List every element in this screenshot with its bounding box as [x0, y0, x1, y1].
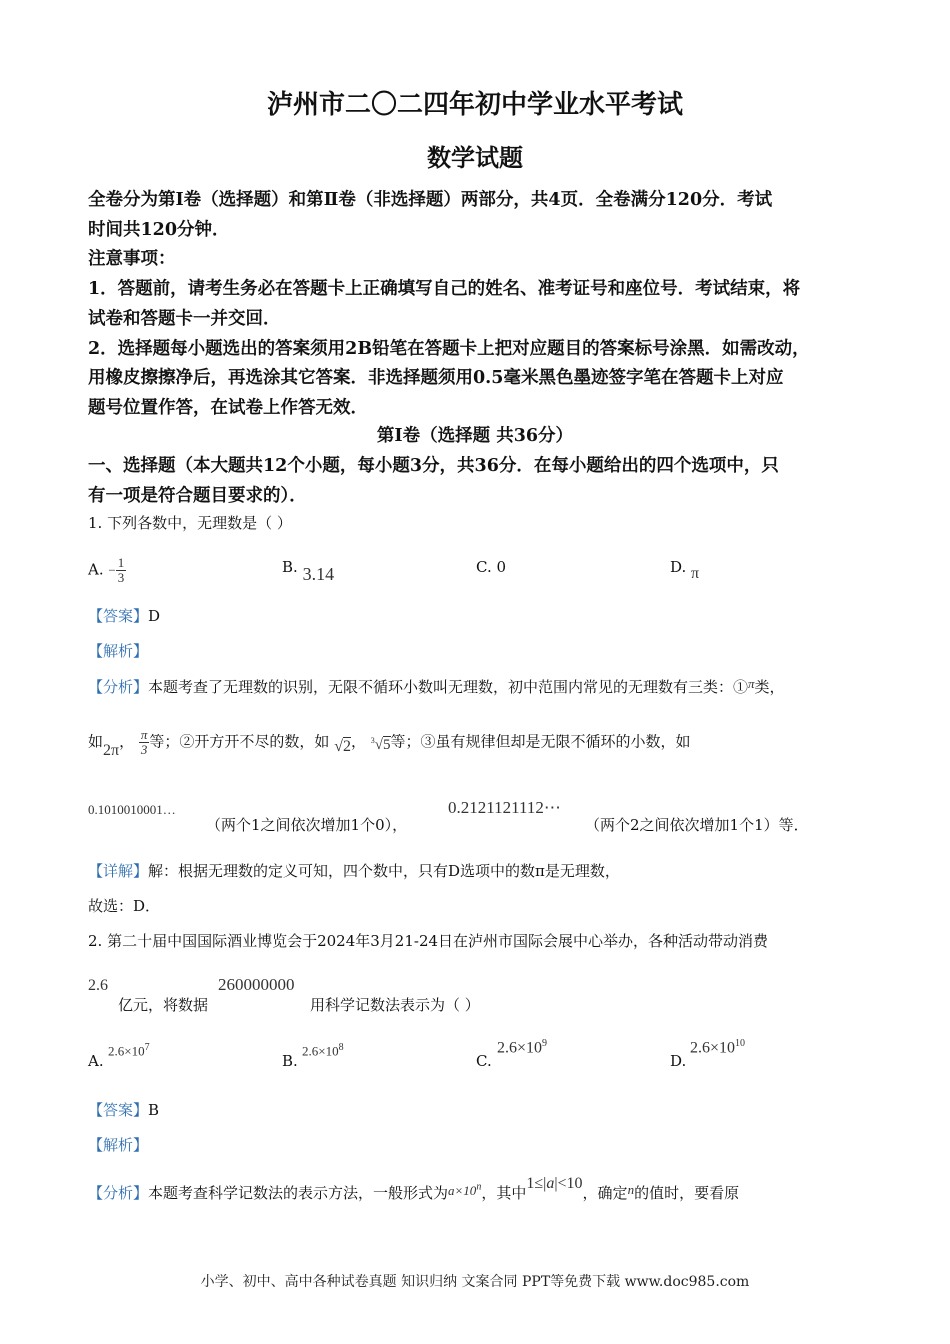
analysis-text: 类， [754, 678, 785, 696]
sqrt-expression: √2 [334, 737, 351, 755]
range-abs-value: a [546, 1175, 555, 1192]
detail-text: 解：根据无理数的定义可知，四个数中，只有D选项中的数π是无理数， [148, 862, 620, 880]
minus-sign: − [108, 562, 116, 578]
option-d [670, 558, 700, 582]
answer-value: D [148, 607, 161, 625]
power-exponent: 10 [735, 1038, 746, 1049]
conclusion: 故选：D． [88, 897, 161, 915]
option-value: π [691, 565, 700, 582]
analysis-text: 本题考查科学记数法的表示方法，一般形式为 [148, 1184, 449, 1202]
option-a: A. [88, 1052, 104, 1070]
power-base: 2.6×10 [108, 1043, 145, 1059]
option-label: D. [670, 558, 687, 576]
decimal-note: （两个2之间依次增加1个1）等． [585, 816, 809, 834]
fraction-numerator: 1 [117, 555, 125, 570]
cube-root-expression: $^3$√5 [370, 735, 391, 753]
option-label: B. [282, 558, 298, 576]
range-expression: 1≤|a|<10 [526, 1175, 583, 1192]
decimal-note: （两个1之间依次增加1个0）， [206, 816, 408, 834]
analysis-text: 的值时，要看原 [634, 1184, 740, 1202]
question-stem: 2. 第二十届中国国际酒业博览会于2024年3月21-24日在泸州市国际会展中心举办，各种活动带动消费 [88, 932, 769, 950]
range-part: <10 [557, 1175, 583, 1192]
math-value: 260000000 [218, 975, 295, 994]
analysis-text: 等；②开方开不尽的数，如 [149, 732, 330, 751]
detail-line [88, 860, 620, 881]
fenxi-tag: 【分析】 [88, 1184, 149, 1202]
power-exponent: 7 [144, 1042, 150, 1053]
analysis-text: 等；③虽有规律但却是无限不循环的小数，如 [390, 732, 691, 751]
fenxi-tag: 【分析】 [88, 678, 149, 696]
xiangjie-tag: 【详解】 [88, 862, 149, 880]
two-pi: 2π [103, 741, 120, 759]
analysis-text: ，确定 [582, 1184, 628, 1202]
answer-tag: 【答案】 [88, 607, 149, 625]
note-line: 2．选择题每小题选出的答案须用2B铅笔在答题卡上把对应题目的答案标号涂黑．如需改动， [88, 339, 810, 359]
note-line: 1．答题前，请考生务必在答题卡上正确填写自己的姓名、准考证号和座位号．考试结束，将 [88, 279, 801, 299]
power-exponent: 9 [542, 1038, 548, 1049]
analysis-text: 如 [88, 732, 104, 751]
root-index: 3 [370, 735, 375, 745]
fraction [116, 556, 127, 585]
fraction-denominator: 3 [117, 570, 125, 585]
fraction-numerator: π [140, 727, 148, 742]
answer-value: B [148, 1101, 160, 1119]
n-symbol: n [627, 1182, 635, 1197]
answer-row [88, 605, 160, 626]
decimal-example: 0.2121121112⋯ [448, 798, 561, 817]
range-part: 1≤ [526, 1175, 544, 1192]
math-value: 2.6 [88, 977, 108, 994]
sci-form [448, 1183, 481, 1198]
radicand: 5 [383, 736, 391, 753]
stem-text: 用科学记数法表示为（ ） [310, 996, 480, 1014]
part-heading: 第Ⅰ卷（选择题 共36分） [376, 426, 574, 446]
decimal-example: 0.1010010001… [88, 802, 176, 817]
answer-tag: 【答案】 [88, 1101, 149, 1119]
radicand: 2 [342, 737, 351, 755]
power-exponent: 8 [338, 1042, 344, 1053]
section-heading: 有一项是符合题目要求的）． [88, 486, 307, 506]
option-b [282, 558, 335, 584]
analysis-tag: 【解析】 [88, 1136, 149, 1154]
note-line: 用橡皮擦擦净后，再选涂其它答案．非选择题须用0.5毫米黑色墨迹签字笔在答题卡上对应 [88, 368, 784, 388]
analysis-line [88, 1175, 740, 1203]
option-value [108, 1042, 150, 1059]
fraction-denominator: 3 [140, 742, 148, 757]
analysis-text: ， [350, 732, 366, 751]
fraction [139, 728, 150, 757]
option-c: C. 0 [476, 558, 507, 576]
analysis-line [88, 728, 691, 757]
option-c: C. [476, 1052, 492, 1070]
notes-heading: 注意事项： [88, 249, 176, 269]
option-b: B. [282, 1052, 298, 1070]
page-subtitle: 数学试题 [427, 143, 523, 172]
stem-text: 亿元，将数据 [118, 996, 209, 1014]
option-label: A. [88, 560, 104, 579]
note-line: 试卷和答题卡一并交回． [88, 309, 281, 329]
option-value [302, 1042, 344, 1059]
analysis-tag: 【解析】 [88, 642, 149, 660]
option-value: 3.14 [302, 564, 335, 584]
intro-line: 时间共120分钟． [88, 220, 230, 240]
sci-form-base: a×10 [448, 1183, 477, 1198]
page-footer: 小学、初中、高中各种试卷真题 知识归纳 文案合同 PPT等免费下载 www.doc985.com [200, 1274, 750, 1290]
option-value [497, 1038, 547, 1057]
option-value [690, 1038, 745, 1057]
intro-line: 全卷分为第Ⅰ卷（选择题）和第Ⅱ卷（非选择题）两部分，共4页．全卷满分120分．考试 [88, 190, 773, 210]
analysis-text: 本题考查了无理数的识别，无限不循环小数叫无理数，初中范围内常见的无理数有三类：① [148, 678, 749, 696]
question-stem: 1. 下列各数中，无理数是（ ） [88, 514, 292, 532]
option-d: D. [670, 1052, 687, 1070]
section-heading: 一、选择题（本大题共12个小题，每小题3分，共36分．在每小题给出的四个选项中，只 [88, 456, 779, 476]
analysis-text: ，其中 [481, 1184, 527, 1202]
power-base: 2.6×10 [302, 1043, 339, 1059]
sci-form-exponent: n [476, 1181, 482, 1193]
pi-symbol: π [748, 676, 755, 691]
option-a [88, 556, 126, 585]
analysis-line [88, 676, 785, 697]
analysis-text: ， [119, 732, 135, 751]
answer-row [88, 1099, 159, 1120]
page-title: 泸州市二〇二四年初中学业水平考试 [266, 90, 683, 120]
power-base: 2.6×10 [690, 1039, 736, 1057]
note-line: 题号位置作答，在试卷上作答无效． [88, 398, 368, 418]
power-base: 2.6×10 [497, 1039, 543, 1057]
